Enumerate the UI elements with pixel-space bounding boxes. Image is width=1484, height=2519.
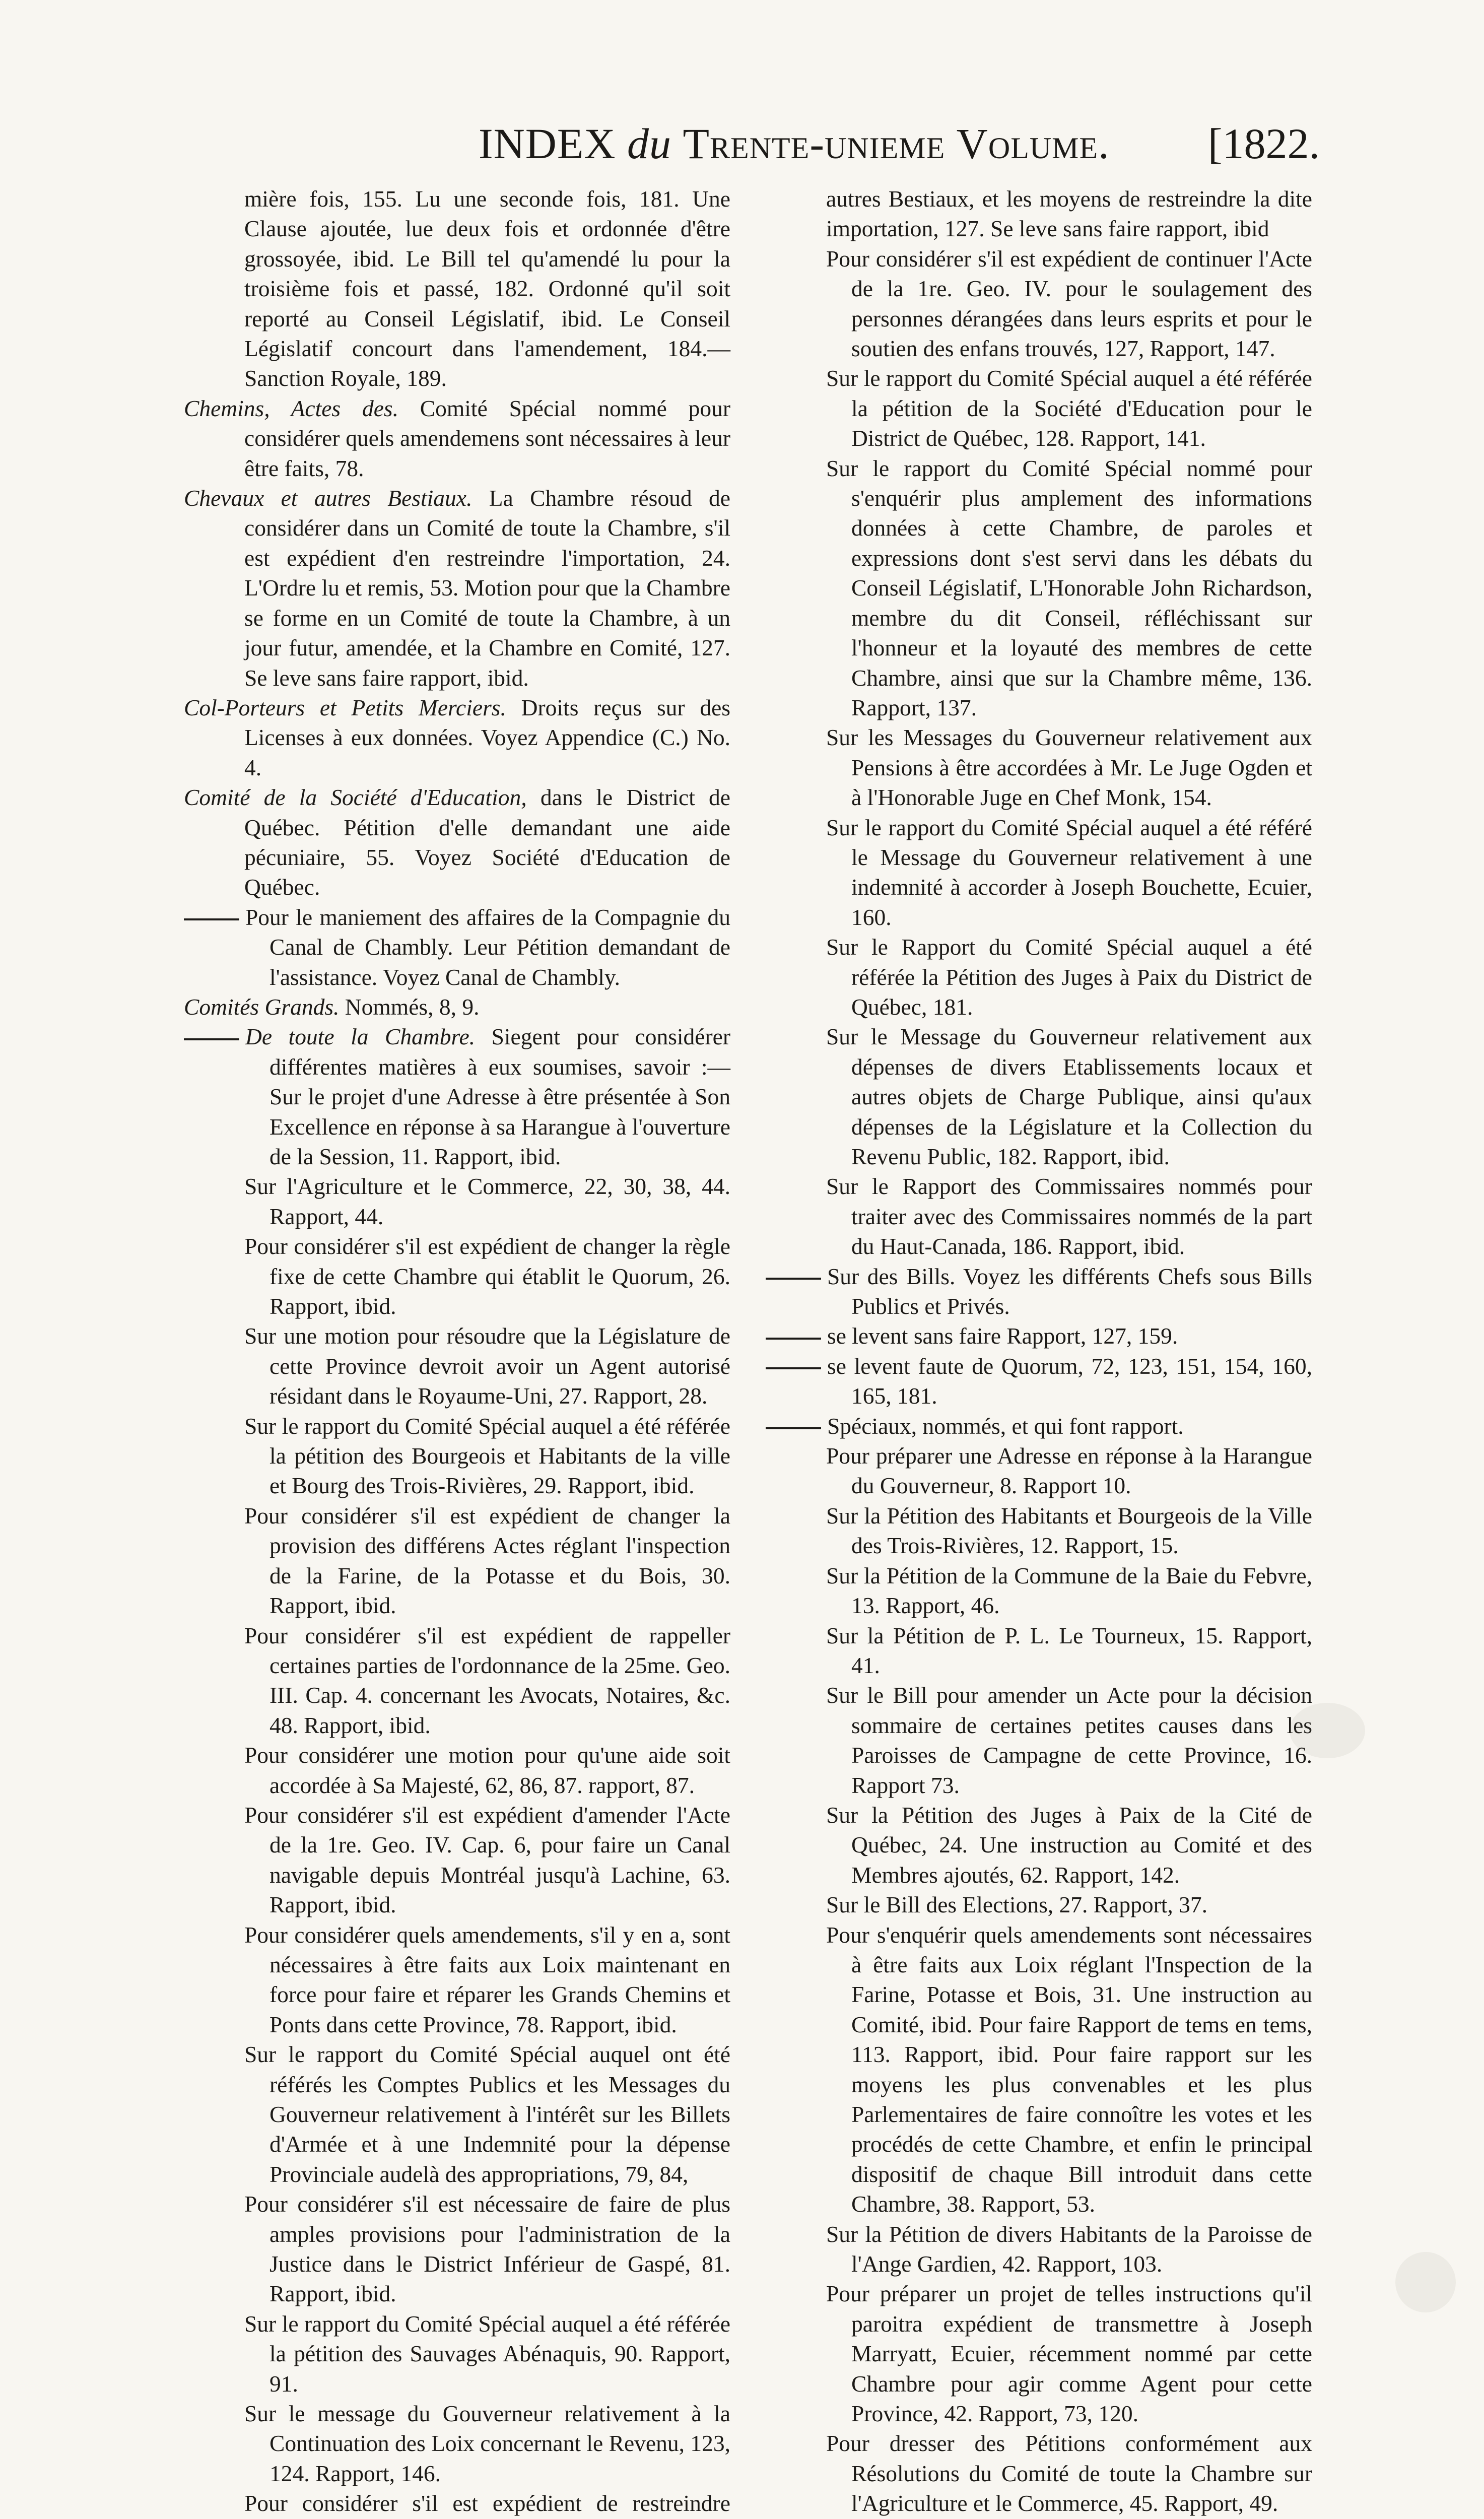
entry-heading: Comité de la Société d'Education, — [184, 784, 527, 811]
index-entry — [766, 1561, 1312, 1621]
index-entry — [766, 1890, 1312, 1919]
index-entry — [184, 2039, 730, 2189]
index-entry — [766, 2279, 1312, 2428]
entry-text: Nommés, 8, 9. — [339, 993, 480, 1020]
entry-text: Sur le rapport du Comité Spécial auquel a été référée la pétition des Sauvages Abénaquis, 90. Rapport, 91. — [244, 2310, 730, 2397]
index-entry — [184, 1231, 730, 1321]
entry-text: Pour préparer une Adresse en réponse à la Harangue du Gouverneur, 8. Rapport 10. — [826, 1443, 1312, 1499]
ditto-dash — [766, 1338, 821, 1340]
entry-text: autres Bestiaux, et les moyens de restreindre la dite importation, 127. Se leve sans faire rapport, ibid — [826, 186, 1312, 242]
title-trente: Trente-unieme — [683, 119, 946, 168]
entry-heading: Chevaux et autres Bestiaux. — [184, 485, 473, 511]
index-entry — [766, 932, 1312, 1022]
entry-text: se levent sans faire Rapport, 127, 159. — [827, 1323, 1178, 1349]
index-entry — [184, 782, 730, 902]
running-header — [191, 118, 1320, 174]
paper-stain — [1395, 2252, 1456, 2312]
entry-heading: Comités Grands. — [184, 993, 340, 1020]
entry-heading: Chemins, Actes des. — [184, 395, 398, 421]
entry-text: Pour considérer s'il est nécessaire de faire de plus amples provisions pour l'administration de la Justice dans le District Inférieur de Gaspé, 81. Rapport, ibid. — [244, 2191, 730, 2307]
entry-text: Sur le Rapport des Commissaires nommés pour traiter avec des Commissaires nommés de la part du Haut-Canada, 186. Rapport, ibid. — [826, 1173, 1312, 1260]
index-entry — [184, 902, 730, 992]
entry-text: Pour dresser des Pétitions conformément aux Résolutions du Comité de toute la Chambre sur l'Agriculture et le Commerce, 45. Rapport, 49. — [826, 2430, 1312, 2516]
entry-text: Pour considérer s'il est expédient d'amender l'Acte de la 1re. Geo. IV. Cap. 6, pour faire un Canal navigable depuis Montréal jusqu'à Lachine, 63. Rapport, ibid. — [244, 1802, 730, 1918]
index-entry — [184, 184, 730, 393]
right-column — [766, 184, 1312, 2519]
entry-text: Pour considérer quels amendements, s'il y en a, sont nécessaires à être faits aux Loix maintenant en force pour faire et réparer les Grands Chemins et Ponts dans cette Province, 78. Rapport, ibid. — [244, 1921, 730, 2037]
entry-text: Pour préparer un projet de telles instructions qu'il paroitra expédient de transmettre à Joseph Marryatt, Ecuier, récemment nommé par cette Chambre pour agir comme Agent pour cette Province, 42. Rapport, 73, 120. — [826, 2281, 1312, 2427]
index-entry — [766, 2219, 1312, 2279]
index-entry — [766, 1621, 1312, 1681]
paper-stain — [1290, 1703, 1365, 1758]
index-entry — [184, 1411, 730, 1501]
ditto-dash — [184, 1038, 239, 1040]
index-entry — [766, 453, 1312, 723]
index-entry — [766, 1501, 1312, 1561]
index-entry — [184, 1022, 730, 1171]
entry-text: Sur le Bill pour amender un Acte pour la décision sommaire de certaines petites causes dans les Paroisses de Campagne de cette Province, 16. Rapport 73. — [826, 1682, 1312, 1798]
index-entry — [184, 992, 730, 1022]
entry-text: Sur la Pétition des Habitants et Bourgeois de la Ville des Trois-Rivières, 12. Rapport, 15. — [826, 1502, 1312, 1559]
entry-text: Sur le Rapport du Comité Spécial auquel a été référée la Pétition des Juges à Paix du District de Québec, 181. — [826, 934, 1312, 1020]
index-entry — [766, 1171, 1312, 1261]
ditto-dash — [184, 918, 239, 920]
entry-text: Sur le rapport du Comité Spécial nommé pour s'enquérir plus amplement des informations données à cette Chambre, de paroles et expressions dont s'est servi dans les débats du Conseil Législatif, L'Honorable John Richardson, membre du dit Conseil, réfléchissant sur l'honneur et la loyauté des membres de cette Chambre, ainsi que sur la Chambre même, 136. Rapport, 137. — [826, 455, 1312, 720]
index-entry — [184, 393, 730, 483]
entry-text: Sur la Pétition de divers Habitants de la Paroisse de l'Ange Gardien, 42. Rapport, 103. — [826, 2221, 1312, 2277]
index-entry — [766, 722, 1312, 812]
index-entry — [766, 2428, 1312, 2518]
index-entry — [184, 1171, 730, 1231]
index-entry — [184, 1740, 730, 1800]
ditto-dash — [766, 1367, 821, 1369]
index-entry — [184, 2189, 730, 2309]
entry-text: mière fois, 155. Lu une seconde fois, 181. Une Clause ajoutée, lue deux fois et ordonnée d'être grossoyée, ibid. Le Bill tel qu'amendé lu pour la troisième fois et passé, 182. Ordonné qu'il soit reporté au Conseil Législatif, ibid. Le Conseil Législatif concourt dans l'amendement, 184.—Sanction Royale, 189. — [244, 186, 730, 391]
index-entry — [766, 244, 1312, 364]
entry-text: Sur le Bill des Elections, 27. Rapport, 37. — [826, 1892, 1207, 1918]
ditto-dash — [766, 1278, 821, 1280]
left-column — [184, 184, 730, 2519]
index-entry — [766, 1321, 1312, 1351]
index-entry — [766, 1800, 1312, 1890]
title-volume: Volume. — [956, 119, 1110, 168]
index-entry — [184, 1800, 730, 1920]
entry-text: Sur la Pétition des Juges à Paix de la Cité de Québec, 24. Une instruction au Comité et des Membres ajoutés, 62. Rapport, 142. — [826, 1802, 1312, 1888]
index-entry — [766, 2518, 1312, 2519]
entry-text: Pour s'enquérir quels amendements sont nécessaires à être faits aux Loix réglant l'Inspection de la Farine, Potasse et Bois, 31. Une instruction au Comité, ibid. Pour faire Rapport de tems en tems, 113. Rapport, ibid. Pour faire rapport sur les moyens les plus convenables et les plus Parlementaires de faire connoître les votes et les procédés de cette Chambre, et enfin le principal dispositif de chaque Bill introduit dans cette Chambre, 38. Rapport, 53. — [826, 1921, 1312, 2217]
entry-text: Pour considérer s'il est expédient de rappeller certaines parties de l'ordonnance de la 25me. Geo. III. Cap. 4. concernant les Avocats, Notaires, &c. 48. Rapport, ibid. — [244, 1622, 730, 1738]
index-entry — [766, 1441, 1312, 1501]
index-entry — [766, 363, 1312, 453]
title-du: du — [627, 119, 671, 168]
index-entry — [184, 1621, 730, 1741]
entry-text: Sur une motion pour résoudre que la Législature de cette Province devroit avoir un Agent autorisé résidant dans le Royaume-Uni, 27. Rapport, 28. — [244, 1323, 730, 1409]
index-entry — [184, 1321, 730, 1411]
entry-text: Sur le rapport du Comité Spécial auquel a été référé le Message du Gouverneur relativement à une indemnité à accorder à Joseph Bouchette, Ecuier, 160. — [826, 814, 1312, 930]
title-index: INDEX — [479, 119, 616, 168]
index-entry — [184, 2399, 730, 2488]
index-entry — [766, 1022, 1312, 1171]
index-entry — [184, 693, 730, 782]
index-entry — [766, 184, 1312, 244]
entry-text: Pour le maniement des affaires de la Compagnie du Canal de Chambly. Leur Pétition demandant de l'assistance. Voyez Canal de Chambly. — [245, 904, 730, 990]
index-entry — [766, 813, 1312, 933]
entry-text: dans le District de Québec. Pétition d'elle demandant une aide pécuniaire, 55. Voyez Société d'Education de Québec. — [244, 784, 730, 900]
entry-heading: De toute la Chambre. — [245, 1024, 476, 1050]
page-year: [1822. — [1207, 119, 1320, 168]
index-entry — [184, 483, 730, 693]
entry-text: Sur le rapport du Comité Spécial auquel a été référée la pétition des Bourgeois et Habitants de la ville et Bourg des Trois-Rivières, 29. Rapport, ibid. — [244, 1413, 730, 1499]
entry-heading: Col-Porteurs et Petits Merciers. — [184, 694, 506, 720]
index-entry — [766, 1920, 1312, 2219]
entry-text: se levent faute de Quorum, 72, 123, 151, 154, 160, 165, 181. — [827, 1353, 1312, 1409]
index-entry — [184, 1920, 730, 2040]
entry-text: Sur les Messages du Gouverneur relativement aux Pensions à être accordées à Mr. Le Juge Ogden et à l'Honorable Juge en Chef Monk, 154. — [826, 724, 1312, 811]
entry-text: Spéciaux, nommés, et qui font rapport. — [827, 1413, 1184, 1439]
index-entry — [766, 1680, 1312, 1800]
entry-text: Sur l'Agriculture et le Commerce, 22, 30, 38, 44. Rapport, 44. — [244, 1173, 730, 1229]
index-entry — [766, 1262, 1312, 1321]
entry-text: Sur le Message du Gouverneur relativement aux dépenses de divers Etablissements locaux et autres objets de Charge Publique, ainsi qu'aux dépenses de la Législature et la Collection du Revenu Public, 182. Rapport, ibid. — [826, 1024, 1312, 1169]
index-entry — [766, 1411, 1312, 1441]
entry-text: Sur la Pétition de la Commune de la Baie du Febvre, 13. Rapport, 46. — [826, 1562, 1312, 1619]
entry-text: Siegent pour considérer différentes matières à eux soumises, savoir :— Sur le projet d'une Adresse à être présentée à Son Excellence en réponse à sa Harangue à l'ouverture de la Session, 11. Rapport, ibid. — [269, 1024, 730, 1169]
index-entry — [766, 1351, 1312, 1411]
entry-text: Pour considérer s'il est expédient de changer la règle fixe de cette Chambre qui établit le Quorum, 26. Rapport, ibid. — [244, 1233, 730, 1319]
entry-text: Droits reçus sur des Licenses à eux données. Voyez Appendice (C.) No. 4. — [244, 694, 730, 780]
entry-text: Sur le rapport du Comité Spécial auquel a été référée la pétition de la Société d'Education pour le District de Québec, 128. Rapport, 141. — [826, 365, 1312, 451]
running-title — [479, 118, 1110, 169]
entry-text: Sur le rapport du Comité Spécial auquel ont été référés les Comptes Publics et les Messages du Gouverneur relativement à l'intérêt sur les Billets d'Armée et à une Indemnité pour la dépense Provinciale audelà des appropriations, 79, 84, — [244, 2041, 730, 2187]
entry-text: Comité Spécial nommé pour considérer quels amendemens sont nécessaires à leur être faits, 78. — [244, 395, 730, 481]
entry-text: La Chambre résoud de considérer dans un Comité de toute la Chambre, s'il est expédient d'en restreindre l'importation, 24. L'Ordre lu et remis, 53. Motion pour que la Chambre se forme en un Comité de toute la Chambre, à un jour futur, amendée, et la Chambre en Comité, 127. Se leve sans faire rapport, ibid. — [244, 485, 730, 691]
entry-text: Pour considérer s'il est expédient de continuer l'Acte de la 1re. Geo. IV. pour le soulagement des personnes dérangées dans leurs esprits et pour le soutien des enfans trouvés, 127, Rapport, 147. — [826, 245, 1312, 362]
entry-text: Pour considérer une motion pour qu'une aide soit accordée à Sa Majesté, 62, 86, 87. rapport, 87. — [244, 1742, 730, 1798]
entry-text: Sur la Pétition de P. L. Le Tourneux, 15. Rapport, 41. — [826, 1622, 1312, 1678]
entry-text: Pour considérer s'il est expédient de changer la provision des différens Actes réglant l'inspection de la Farine, de la Potasse et du Bois, 30. Rapport, ibid. — [244, 1502, 730, 1619]
index-entry — [184, 2309, 730, 2399]
entry-text: Sur le message du Gouverneur relativement à la Continuation des Loix concernant le Revenu, 123, 124. Rapport, 146. — [244, 2401, 730, 2486]
ditto-dash — [766, 1427, 821, 1429]
entry-text: Sur des Bills. Voyez les différents Chefs sous Bills Publics et Privés. — [827, 1263, 1312, 1319]
index-entry — [184, 1501, 730, 1621]
index-entry — [184, 2488, 730, 2519]
entry-text: Pour considérer s'il est expédient de restreindre — [244, 2490, 730, 2516]
